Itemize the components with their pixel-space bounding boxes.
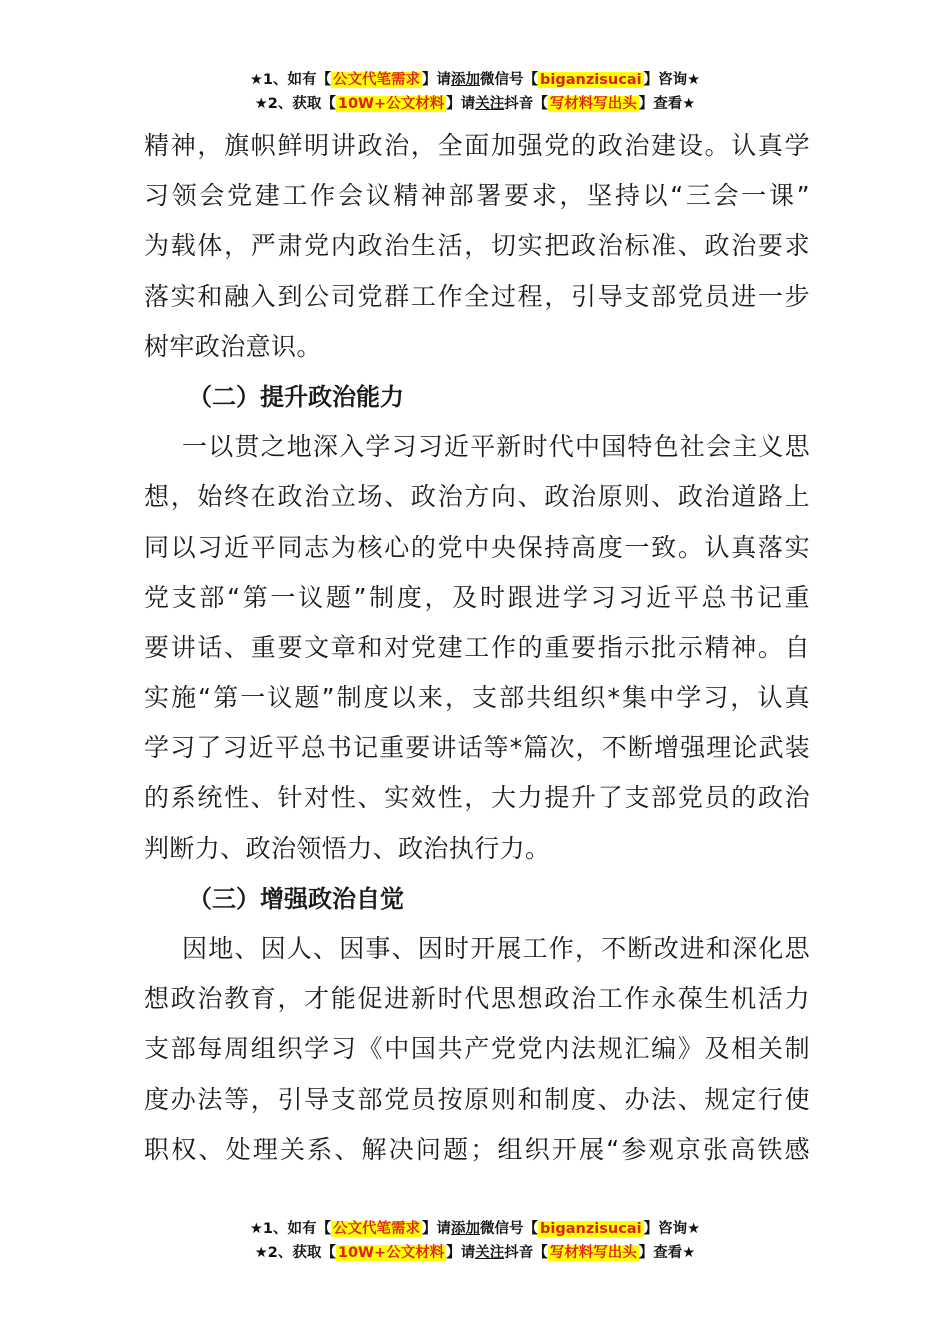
promo-underlined-text: 添加	[451, 72, 481, 88]
section-heading-3: （三）增强政治自觉	[188, 884, 404, 913]
paragraph-line: 党支部“第一议题”制度，及时跟进学习习近平总书记重	[144, 582, 810, 612]
promo-underlined-text: 关注	[475, 96, 505, 112]
paragraph-line: 一以贯之地深入学习习近平新时代中国特色社会主义思	[182, 432, 810, 462]
paragraph-1	[144, 121, 810, 372]
promo-text: 】咨询★	[643, 1221, 701, 1237]
paragraph-line: 实施“第一议题”制度以来，支部共组织*集中学习，认真	[144, 683, 810, 713]
paragraph-line: 学习了习近平总书记重要讲话等*篇次，不断增强理论武装	[144, 733, 810, 763]
footer-promo-banner	[0, 1217, 950, 1265]
paragraph-line: 为载体，严肃党内政治生活，切实把政治标准、政治要求	[144, 231, 810, 261]
promo-highlight: 10W+公文材料	[337, 96, 445, 112]
promo-text: 微信号【	[480, 1221, 539, 1237]
promo-text: 抖音【	[504, 96, 548, 112]
paragraph-line: 判断力、政治领悟力、政治执行力。	[144, 833, 551, 863]
promo-highlight: biganzisucai	[540, 72, 642, 88]
document-body	[144, 121, 810, 1175]
promo-text: ★1、如有【	[249, 72, 332, 88]
promo-line-1	[0, 68, 950, 92]
promo-text: 】请	[446, 1245, 476, 1261]
section-heading-2: （二）提升政治能力	[188, 382, 404, 411]
promo-text: 】咨询★	[643, 72, 701, 88]
promo-line-1	[0, 1217, 950, 1241]
promo-highlight: 写材料写出头	[549, 1245, 637, 1261]
paragraph-line: 同以习近平同志为核心的党中央保持高度一致。认真落实	[144, 532, 810, 562]
promo-text: 抖音【	[504, 1245, 548, 1261]
promo-line-2	[0, 92, 950, 116]
paragraph-line: 精神，旗帜鲜明讲政治，全面加强党的政治建设。认真学	[144, 131, 810, 160]
paragraph-line: 想，始终在政治立场、政治方向、政治原则、政治道路上	[144, 482, 810, 512]
promo-highlight: 公文代笔需求	[333, 72, 421, 88]
paragraph-line: 度办法等，引导支部党员按原则和制度、办法、规定行使	[144, 1084, 810, 1114]
paragraph-line: 职权、处理关系、解决问题；组织开展“参观京张高铁感	[144, 1134, 810, 1164]
promo-text: ★2、获取【	[254, 1245, 336, 1261]
promo-underlined-text: 关注	[475, 1245, 505, 1261]
header-promo-banner	[0, 68, 950, 116]
paragraph-line: 因地、因人、因事、因时开展工作，不断改进和深化思	[182, 934, 810, 963]
paragraph-line: 想政治教育，才能促进新时代思想政治工作永葆生机活力	[144, 984, 810, 1014]
promo-highlight: biganzisucai	[540, 1221, 642, 1237]
promo-underlined-text: 添加	[451, 1221, 481, 1237]
promo-highlight: 写材料写出头	[549, 96, 637, 112]
paragraph-line: 树牢政治意识。	[144, 331, 322, 361]
promo-text: 微信号【	[480, 72, 539, 88]
promo-text: ★2、获取【	[254, 96, 336, 112]
promo-line-2	[0, 1241, 950, 1265]
paragraph-line: 落实和融入到公司党群工作全过程，引导支部党员进一步	[144, 281, 810, 311]
promo-text: 】请	[422, 1221, 452, 1237]
promo-text: ★1、如有【	[249, 1221, 332, 1237]
promo-text: 】请	[446, 96, 476, 112]
promo-text: 】请	[422, 72, 452, 88]
paragraph-3	[144, 924, 810, 1175]
promo-highlight: 10W+公文材料	[337, 1245, 445, 1261]
promo-highlight: 公文代笔需求	[333, 1221, 421, 1237]
promo-text: 】查看★	[638, 1245, 696, 1261]
paragraph-2	[144, 422, 810, 874]
promo-text: 】查看★	[638, 96, 696, 112]
paragraph-line: 要讲话、重要文章和对党建工作的重要指示批示精神。自	[144, 632, 810, 662]
paragraph-line: 的系统性、针对性、实效性，大力提升了支部党员的政治	[144, 783, 810, 813]
paragraph-line: 支部每周组织学习《中国共产党党内法规汇编》及相关制	[144, 1034, 810, 1064]
paragraph-line: 习领会党建工作会议精神部署要求，坚持以“三会一课”	[144, 181, 810, 211]
